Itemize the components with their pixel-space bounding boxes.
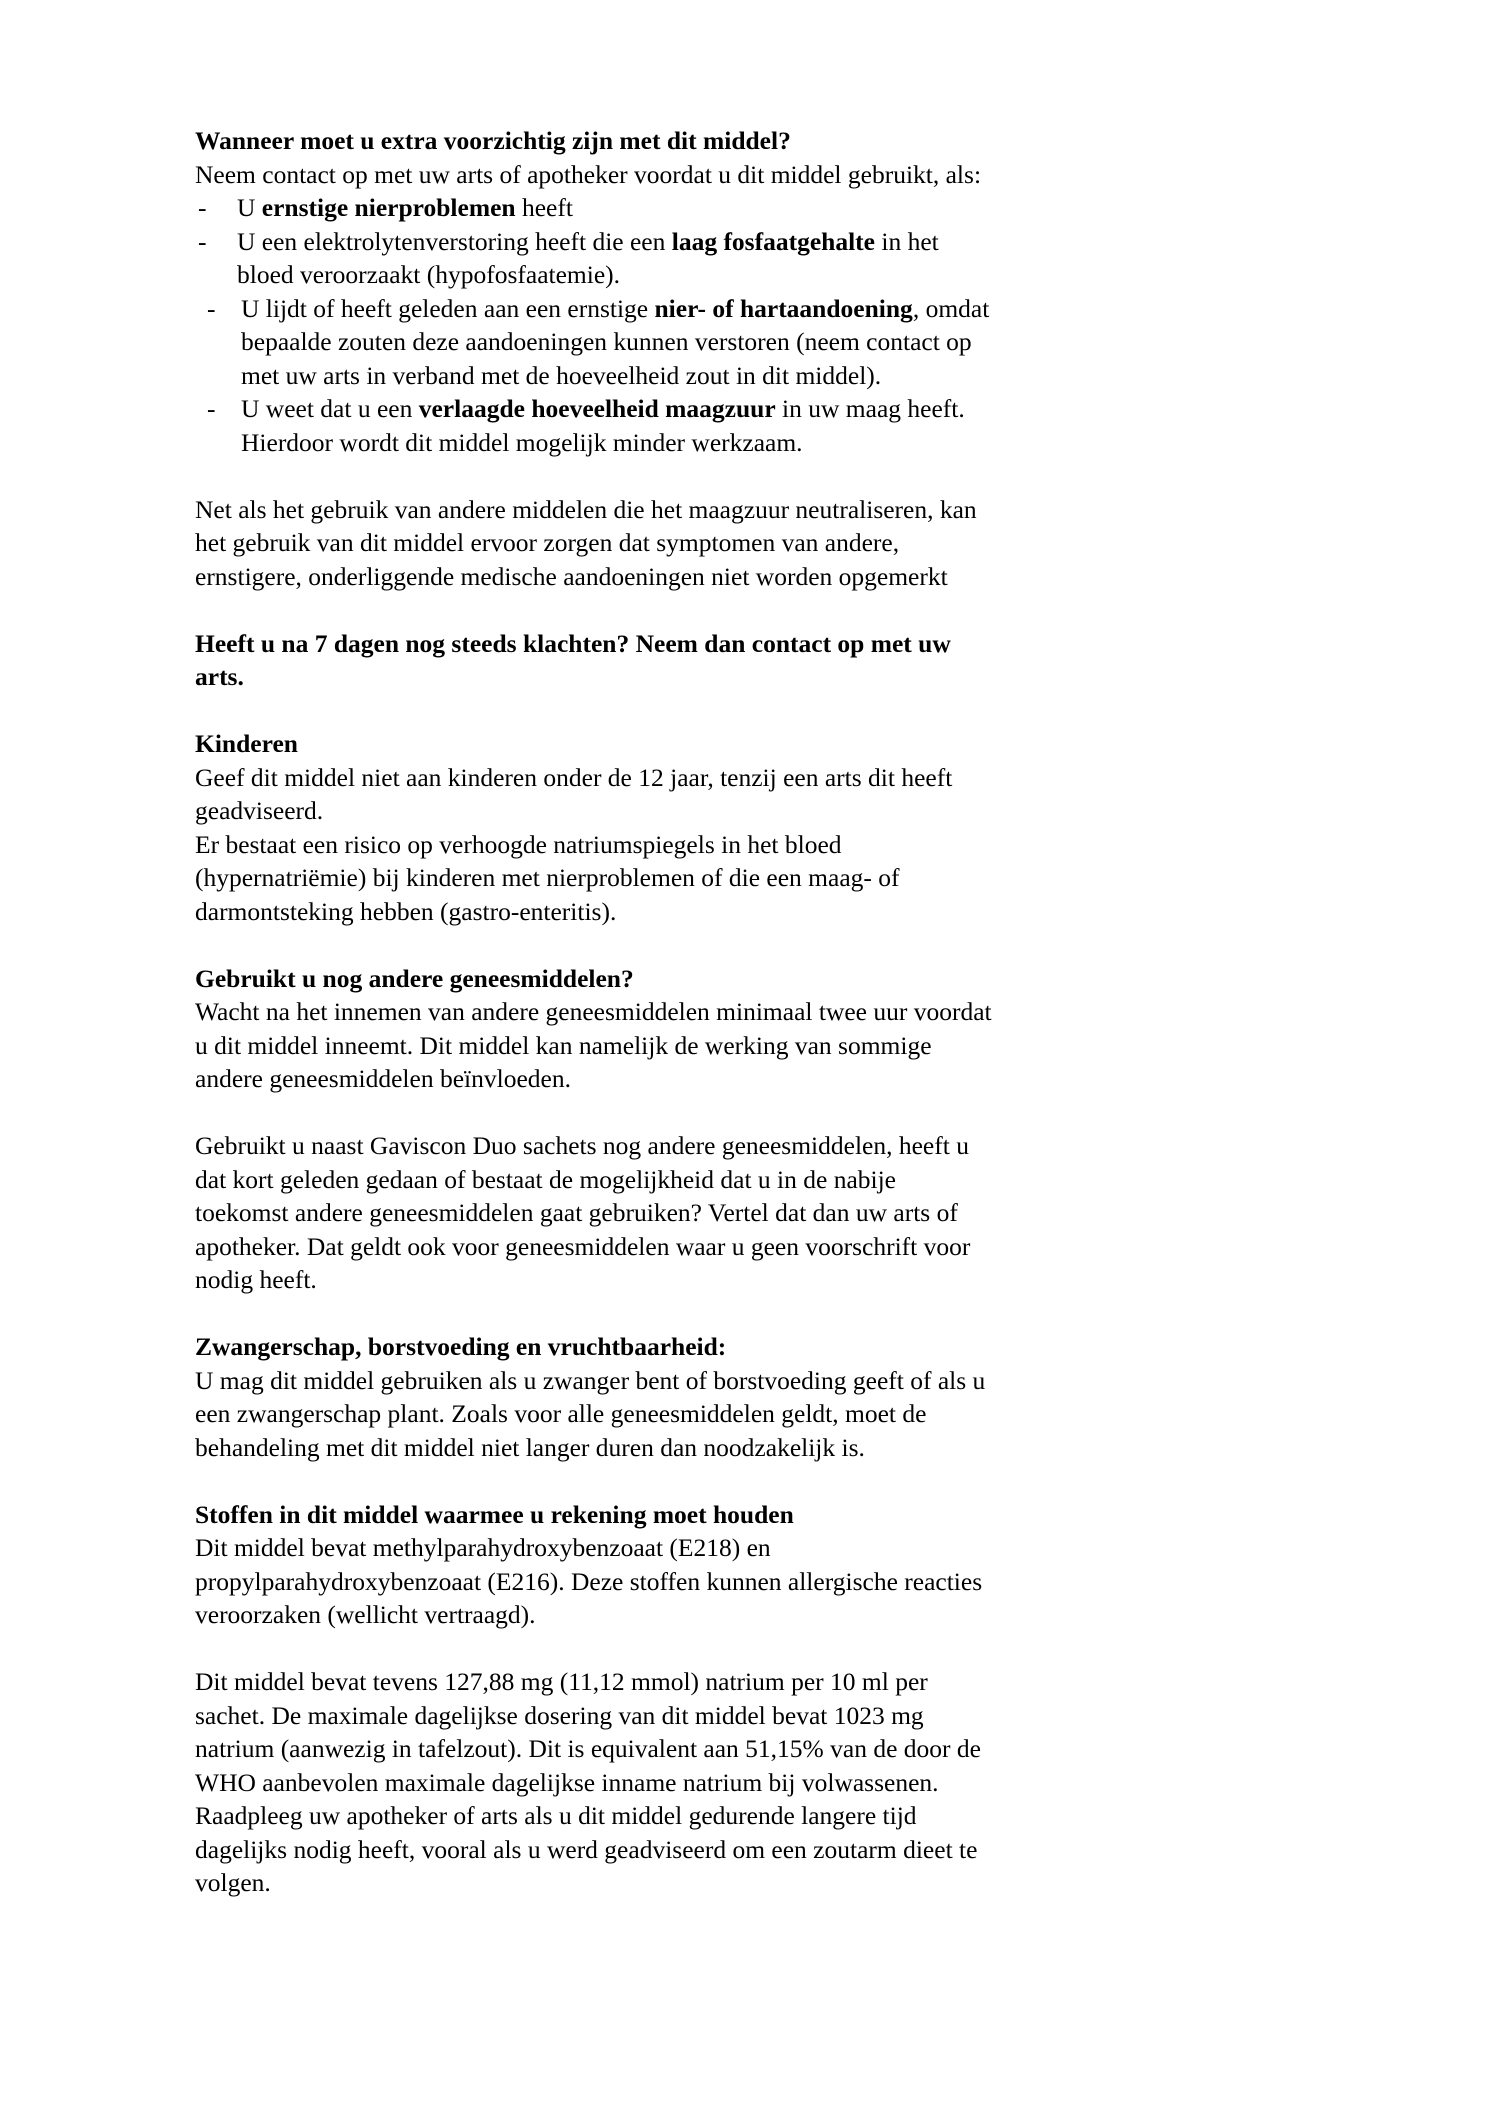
section-heading-substances: Stoffen in dit middel waarmee u rekening moet houden [195, 1499, 794, 1529]
list-item-text-bold: nier- of hartaandoening [654, 293, 913, 323]
list-item-text-prefix: U weet dat u een [241, 394, 419, 423]
list-item-text-prefix: U [237, 193, 262, 222]
substances-paragraph-2: Dit middel bevat tevens 127,88 mg (11,12 mmol) natrium per 10 ml per sachet. De maximale dagelijkse dosering van dit middel bevat 1023 mg natrium (aanwezig in tafelzout). Dit is equivalent aan 51,15% van de door de WHO aanbevolen maximale dagelijkse inname natrium bij volwassenen. Raadpleeg uw apotheker of arts als u dit middel gedurende langere tijd dagelijks nodig heeft, vooral als u werd geadviseerd om een zoutarm dieet te volgen. [195, 1667, 981, 1897]
list-item [195, 292, 995, 393]
spacer [195, 1632, 995, 1666]
section-heading-children: Kinderen [195, 729, 298, 758]
list-item [195, 392, 995, 459]
children-paragraph-1: Geef dit middel niet aan kinderen onder de 12 jaar, tenzij een arts dit heeft geadviseerd. [195, 762, 953, 825]
list-item-text-bold: laag fosfaatgehalte [671, 226, 875, 256]
caution-callout-text: Heeft u na 7 dagen nog steeds klachten? Neem dan contact op met uw arts. [195, 628, 951, 691]
bullet-dash-marker: - [207, 394, 216, 423]
caution-bullet-list [195, 191, 995, 459]
list-item-text-suffix: in uw maag heeft. Hierdoor wordt dit middel mogelijk minder werkzaam. [241, 394, 965, 457]
other-medicines-paragraph-1: Wacht na het innemen van andere geneesmiddelen minimaal twee uur voordat u dit middel inneemt. Dit middel kan namelijk de werking van sommige andere geneesmiddelen beïnvloeden. [195, 997, 992, 1093]
list-item-text-bold: ernstige nierproblemen [261, 193, 516, 222]
list-item [195, 225, 995, 292]
spacer [195, 928, 995, 962]
section-heading-pregnancy: Zwangerschap, borstvoeding en vruchtbaarheid: [195, 1332, 727, 1361]
children-paragraph-2: Er bestaat een risico op verhoogde natriumspiegels in het bloed (hypernatriëmie) bij kinderen met nierproblemen of die een maag- of darmontsteking hebben (gastro-enteritis). [195, 829, 900, 926]
list-item-text-suffix: , omdat bepaalde zouten deze aandoeningen kunnen verstoren (neem contact op met uw arts in verband met de hoeveelheid zout in dit middel). [241, 293, 990, 390]
list-item-text-suffix: in het bloed veroorzaakt (hypofosfaatemie). [237, 226, 939, 289]
list-item-text-bold: verlaagde hoeveelheid maagzuur [418, 394, 776, 423]
spacer [195, 593, 995, 627]
caution-intro-text: Neem contact op met uw arts of apotheker voordat u dit middel gebruikt, als: [195, 159, 982, 189]
list-item-text-suffix: heeft [515, 193, 573, 222]
spacer [195, 1297, 995, 1331]
list-item-text-prefix: U een elektrolytenverstoring heeft die een [237, 226, 672, 256]
list-item-text-prefix: U lijdt of heeft geleden aan een ernstige [241, 293, 655, 323]
caution-paragraph: Net als het gebruik van andere middelen die het maagzuur neutraliseren, kan het gebruik van dit middel ervoor zorgen dat symptomen van andere, ernstigere, onderliggende medische aandoeningen niet worden opgemerkt [195, 494, 977, 591]
pregnancy-paragraph: U mag dit middel gebruiken als u zwanger bent of borstvoeding geeft of als u een zwangerschap plant. Zoals voor alle geneesmiddelen geldt, moet de behandeling met dit middel niet langer duren dan noodzakelijk is. [195, 1365, 986, 1462]
other-medicines-paragraph-2: Gebruikt u naast Gaviscon Duo sachets nog andere geneesmiddelen, heeft u dat kort geleden gedaan of bestaat de mogelijkheid dat u in de nabije toekomst andere geneesmiddelen gaat gebruiken? Vertel dat dan uw arts of apotheker. Dat geldt ook voor geneesmiddelen waar u geen voorschrift voor nodig heeft. [195, 1131, 971, 1294]
section-heading-other-medicines: Gebruikt u nog andere geneesmiddelen? [195, 963, 634, 993]
bullet-dash-marker: - [207, 293, 216, 323]
spacer [195, 1464, 995, 1498]
bullet-dash-marker: - [198, 193, 207, 222]
spacer [195, 1096, 995, 1130]
bullet-dash-marker: - [198, 226, 207, 256]
substances-paragraph-1: Dit middel bevat methylparahydroxybenzoaat (E218) en propylparahydroxybenzoaat (E216). Deze stoffen kunnen allergische reacties veroorzaken (wellicht vertraagd). [195, 1533, 983, 1629]
list-item [195, 191, 995, 225]
spacer [195, 694, 995, 728]
section-heading-caution: Wanneer moet u extra voorzichtig zijn met dit middel? [195, 126, 791, 155]
document-body [195, 124, 995, 1900]
spacer [195, 459, 995, 493]
